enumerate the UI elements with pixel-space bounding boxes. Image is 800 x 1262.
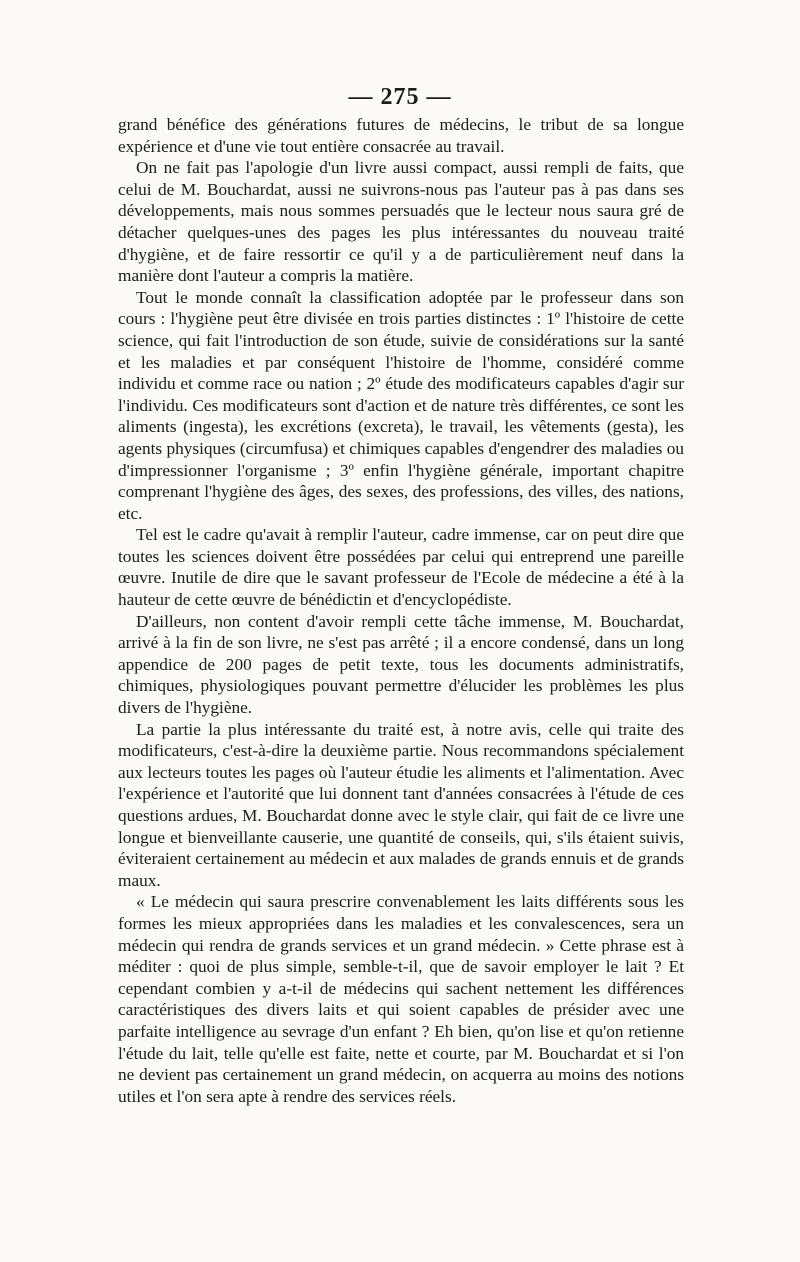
page-number: — 275 — [348,84,452,110]
paragraph-4: Tel est le cadre qu'avait à remplir l'auteur, cadre immense, car on peut dire que toutes les sciences doivent être possédées par celui qui entreprend une pareille œuvre. Inutile de dire que le savant professeur de l'Ecole de médecine a été à la hauteur de cette œuvre de bénédictin et d'encyclopédiste. [118,525,684,610]
paragraph-6: La partie la plus intéressante du traité est, à notre avis, celle qui traite des modificateurs, c'est-à-dire la deuxième partie. Nous recommandons spécialement aux lecteurs toutes les pages où l'auteur étudie les aliments et l'alimentation. Avec l'expérience et l'autorité que lui donnent tant d'années consacrées à l'étude de ces questions ardues, M. Bouchardat donne avec le style clair, qui fait de ce livre une longue et bienveillante causerie, une quantité de conseils, qui, s'ils étaient suivis, éviteraient certainement au médecin et aux malades de grands ennuis et de grands maux. [118,719,684,890]
paragraph-5: D'ailleurs, non content d'avoir rempli cette tâche immense, M. Bouchardat, arrivé à la fin de son livre, ne s'est pas arrêté ; il a encore condensé, dans un long appendice de 200 pages de petit texte, tous les documents administratifs, chimiques, physiologiques pouvant permettre d'élucider les problèmes les plus divers de l'hygiène. [118,611,684,718]
paragraph-1: grand bénéfice des générations futures de médecins, le tribut de sa longue expérience et d'une vie tout entière consacrée au travail. [118,115,684,156]
body-text [118,114,684,1107]
paragraph-2: On ne fait pas l'apologie d'un livre aussi compact, aussi rempli de faits, que celui de M. Bouchardat, aussi ne suivrons-nous pas l'auteur pas à pas dans ses développements, mais nous sommes persuadés que le lecteur nous saura gré de détacher quelques-unes des pages les plus intéressantes du nouveau traité d'hygiène, et de faire ressortir ce qu'il y a de particulièrement neuf dans la manière dont l'auteur a compris la matière. [118,158,684,286]
paragraph-3: Tout le monde connaît la classification adoptée par le professeur dans son cours : l'hygiène peut être divisée en trois parties distinctes : 1º l'histoire de cette science, qui fait l'introduction de son étude, suivie de considérations sur la santé et les maladies et par conséquent l'histoire de l'homme, considéré comme individu et comme race ou nation ; 2º étude des modificateurs capables d'agir sur l'individu. Ces modificateurs sont d'action et de nature très différentes, ce sont les aliments (ingesta), les excrétions (excreta), le travail, les vêtements (gesta), les agents physiques (circumfusa) et chimiques capables d'engendrer des maladies ou d'impressionner l'organisme ; 3º enfin l'hygiène générale, important chapitre comprenant l'hygiène des âges, des sexes, des professions, des villes, des nations, etc. [118,287,685,523]
paragraph-7: « Le médecin qui saura prescrire convenablement les laits différents sous les formes les mieux appropriées dans les maladies et les convalescences, sera un médecin qui rendra de grands services et un grand médecin. » Cette phrase est à méditer : quoi de plus simple, semble-t-il, que de savoir employer le lait ? Et cependant combien y a-t-il de médecins qui sachent nettement les différences caractéristiques des divers laits et qui soient capables de présider avec une parfaite intelligence au sevrage d'un enfant ? Eh bien, qu'on lise et qu'on retienne l'étude du lait, telle qu'elle est faite, nette et courte, par M. Bouchardat et si l'on ne devient pas certainement un grand médecin, on acquerra au moins des notions utiles et l'on sera apte à rendre des services réels. [118,892,684,1106]
